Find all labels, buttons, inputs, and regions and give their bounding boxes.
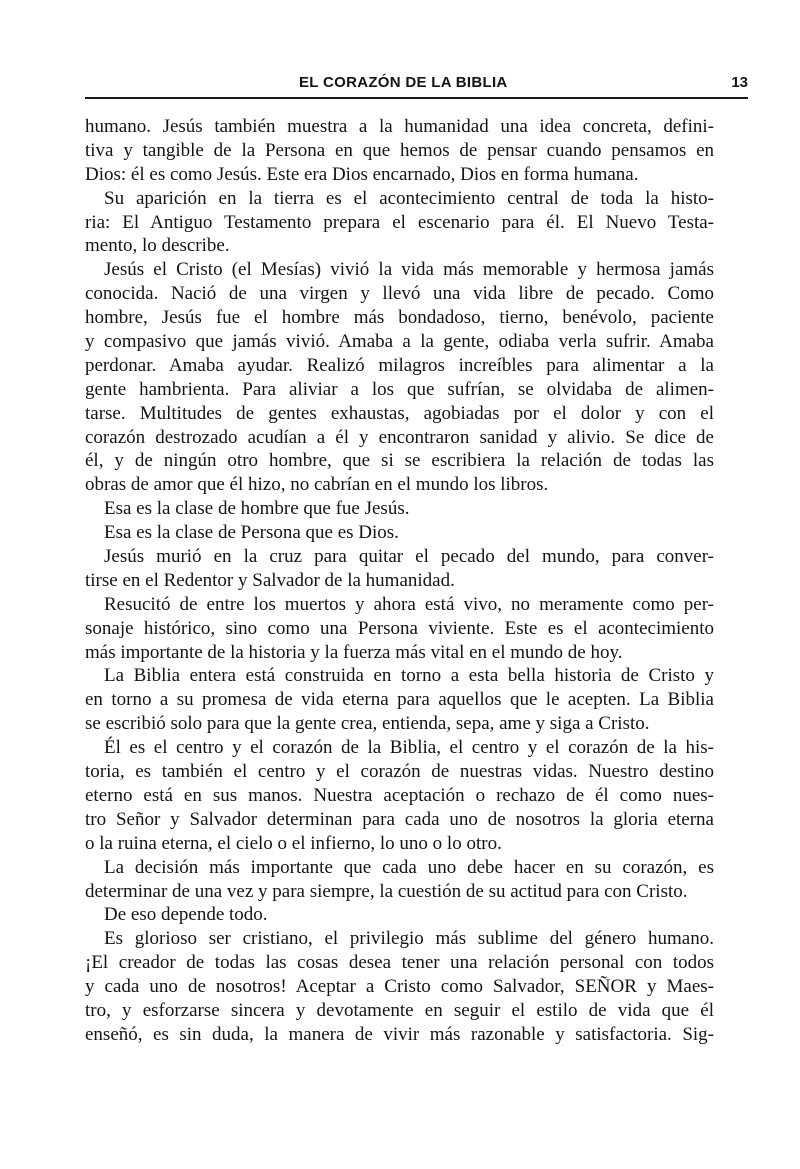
text-line: Es glorioso ser cristiano, el privilegio más sublime del género humano. [104,928,714,950]
text-line: Resucitó de entre los muertos y ahora está vivo, no meramente como per- [104,593,714,615]
text-line: humano. Jesús también muestra a la humanidad una idea concreta, defini- [85,116,714,137]
text-line: conocida. Nació de una virgen y llevó una vida libre de pecado. Como [85,283,714,305]
text-line: perdonar. Amaba ayudar. Realizó milagros increíbles para alimentar a la [85,354,714,376]
text-line: él, y de ningún otro hombre, que si se escribiera la relación de todas las [85,450,714,472]
text-line: ria: El Antiguo Testamento prepara el escenario para él. El Nuevo Testa- [85,211,714,233]
text-line: corazón destrozado acudían a él y encontraron sanidad y alivio. Se dice de [85,426,714,448]
text-line: hombre, Jesús fue el hombre más bondadoso, tierno, benévolo, paciente [85,307,714,329]
text-line: ¡El creador de todas las cosas desea tener una relación personal con todos [85,952,714,974]
text-line: y compasivo que jamás vivió. Amaba a la gente, odiaba verla sufrir. Amaba [85,331,714,353]
text-line: tro Señor y Salvador determinan para cada uno de nosotros la gloria eterna [85,808,714,830]
text-line: obras de amor que él hizo, no cabrían en el mundo los libros. [85,474,549,496]
text-line: Dios: él es como Jesús. Este era Dios encarnado, Dios en forma humana. [85,163,639,185]
running-header [85,71,748,99]
text-line: Esa es la clase de Persona que es Dios. [104,522,399,544]
text-line: y cada uno de nosotros! Aceptar a Cristo como Salvador, SEÑOR y Maes- [85,976,714,998]
text-line: mento, lo describe. [85,235,230,257]
text-line: De eso depende todo. [104,904,268,926]
text-line: en torno a su promesa de vida eterna para aquellos que le acepten. La Biblia [85,689,714,711]
text-line: tiva y tangible de la Persona en que hemos de pensar cuando pensamos en [85,139,714,161]
text-line: tro, y esforzarse sincera y devotamente en seguir el estilo de vida que él [85,999,714,1021]
text-line: Jesús el Cristo (el Mesías) vivió la vida más memorable y hermosa jamás [104,259,714,281]
text-line: enseñó, es sin duda, la manera de vivir más razonable y satisfactoria. Sig- [85,1023,714,1045]
body-text [85,115,714,1047]
text-line: Él es el centro y el corazón de la Biblia, el centro y el corazón de la his- [104,737,714,759]
text-line: determinar de una vez y para siempre, la cuestión de su actitud para con Cristo. [85,880,688,902]
text-line: tarse. Multitudes de gentes exhaustas, agobiadas por el dolor y con el [85,402,714,424]
text-line: o la ruina eterna, el cielo o el infierno, lo uno o lo otro. [85,832,502,854]
page-number: 13 [731,74,748,91]
text-line: más importante de la historia y la fuerza más vital en el mundo de hoy. [85,641,623,663]
text-line: Jesús murió en la cruz para quitar el pecado del mundo, para conver- [104,546,714,568]
text-line: tirse en el Redentor y Salvador de la humanidad. [85,569,455,591]
running-title: EL CORAZÓN DE LA BIBLIA [299,74,508,91]
text-line: se escribió solo para que la gente crea, entienda, sepa, ame y siga a Cristo. [85,713,650,735]
text-line: toria, es también el centro y el corazón de nuestras vidas. Nuestro destino [85,761,714,783]
text-line: gente hambrienta. Para aliviar a los que sufrían, se olvidaba de alimen- [85,378,714,400]
text-line: Esa es la clase de hombre que fue Jesús. [104,498,410,520]
text-line: Su aparición en la tierra es el acontecimiento central de toda la histo- [104,187,714,209]
text-line: La Biblia entera está construida en torno a esta bella historia de Cristo y [104,665,714,687]
text-line: sonaje histórico, sino como una Persona viviente. Este es el acontecimiento [85,617,714,639]
text-line: La decisión más importante que cada uno debe hacer en su corazón, es [104,856,714,878]
text-line: eterno está en sus manos. Nuestra aceptación o rechazo de él como nues- [85,784,714,806]
